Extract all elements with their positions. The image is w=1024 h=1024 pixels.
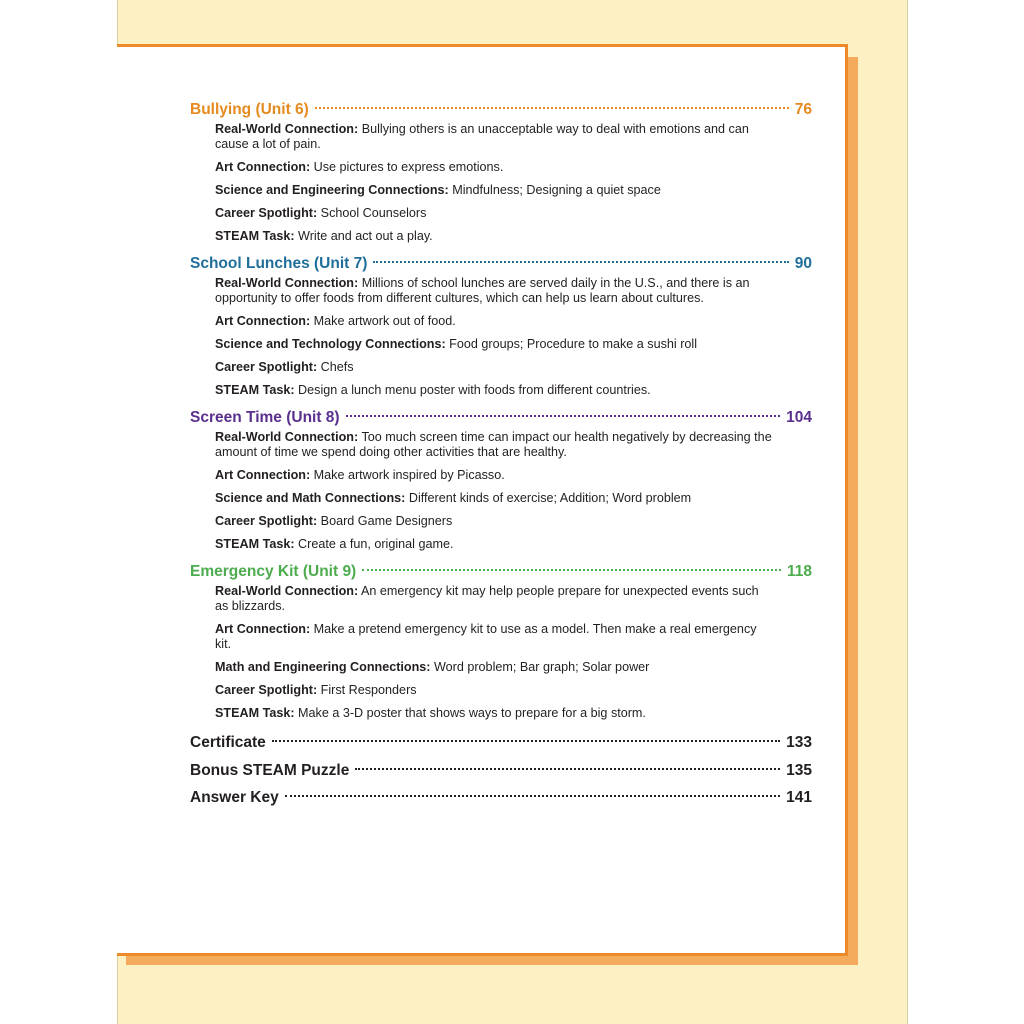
career-spotlight: Career Spotlight: School Counselors (215, 206, 427, 220)
page-number: 118 (786, 563, 812, 580)
career-spotlight: Career Spotlight: Chefs (215, 360, 354, 374)
toc-unit-screen-time (190, 406, 812, 552)
career-spotlight: Career Spotlight: Board Game Designers (215, 514, 453, 528)
unit-title: Screen Time (Unit 8) (190, 409, 340, 426)
extra-title: Answer Key (190, 789, 279, 806)
unit-title: School Lunches (Unit 7) (190, 255, 368, 272)
steam-task: STEAM Task: Write and act out a play. (215, 229, 433, 243)
dot-leader (373, 261, 788, 263)
toc-extras (190, 729, 812, 812)
extra-title: Certificate (190, 734, 266, 751)
science-connection: Science and Engineering Connections: Mindfulness; Designing a quiet space (215, 183, 661, 197)
real-world-connection: Real-World Connection: Millions of school lunches are served daily in the U.S., and there is an opportunity to offer foods from different cultures, which can help us learn about cultures. (215, 276, 750, 305)
toc-unit-emergency-kit (190, 560, 812, 721)
art-connection: Art Connection: Use pictures to express emotions. (215, 160, 504, 174)
art-connection: Art Connection: Make artwork inspired by Picasso. (215, 468, 505, 482)
dot-leader (315, 107, 789, 109)
real-world-connection: Real-World Connection: Bullying others is an unacceptable way to deal with emotions and can cause a lot of pain. (215, 122, 749, 151)
career-spotlight: Career Spotlight: First Responders (215, 683, 417, 697)
toc-unit-heading[interactable] (190, 560, 812, 584)
table-of-contents (190, 98, 812, 812)
dot-leader (346, 415, 781, 417)
page-number: 135 (786, 761, 812, 779)
math-connection: Math and Engineering Connections: Word problem; Bar graph; Solar power (215, 660, 650, 674)
art-connection: Art Connection: Make a pretend emergency kit to use as a model. Then make a real emergency kit. (215, 622, 757, 651)
unit-title: Emergency Kit (Unit 9) (190, 563, 357, 580)
real-world-connection: Real-World Connection: An emergency kit may help people prepare for unexpected events such as blizzards. (215, 584, 759, 613)
page-number: 104 (786, 409, 812, 426)
toc-bonus-steam-puzzle[interactable] (190, 757, 812, 785)
dot-leader (285, 795, 780, 797)
toc-unit-heading[interactable] (190, 252, 812, 276)
toc-unit-heading[interactable] (190, 406, 812, 430)
toc-answer-key[interactable] (190, 784, 812, 812)
toc-certificate[interactable] (190, 729, 812, 757)
page-number: 141 (786, 789, 812, 806)
steam-task: STEAM Task: Create a fun, original game. (215, 537, 454, 551)
page-number: 90 (794, 255, 812, 272)
real-world-connection: Real-World Connection: Too much screen time can impact our health negatively by decreasing the amount of time we spend doing other activities that are healthy. (215, 430, 772, 459)
steam-task: STEAM Task: Make a 3-D poster that shows ways to prepare for a big storm. (215, 706, 646, 720)
toc-unit-heading[interactable] (190, 98, 812, 122)
dot-leader (355, 768, 780, 770)
art-connection: Art Connection: Make artwork out of food. (215, 314, 456, 328)
unit-title: Bullying (Unit 6) (190, 101, 309, 118)
page-number: 133 (786, 734, 812, 751)
dot-leader (362, 569, 781, 571)
toc-unit-school-lunches (190, 252, 812, 398)
extra-title: Bonus STEAM Puzzle (190, 761, 350, 779)
science-connection: Science and Math Connections: Different kinds of exercise; Addition; Word problem (215, 491, 692, 505)
steam-task: STEAM Task: Design a lunch menu poster with foods from different countries. (215, 383, 651, 397)
science-connection: Science and Technology Connections: Food groups; Procedure to make a sushi roll (215, 337, 697, 351)
dot-leader (272, 740, 780, 742)
page-number: 76 (794, 101, 812, 118)
toc-unit-bullying (190, 98, 812, 244)
